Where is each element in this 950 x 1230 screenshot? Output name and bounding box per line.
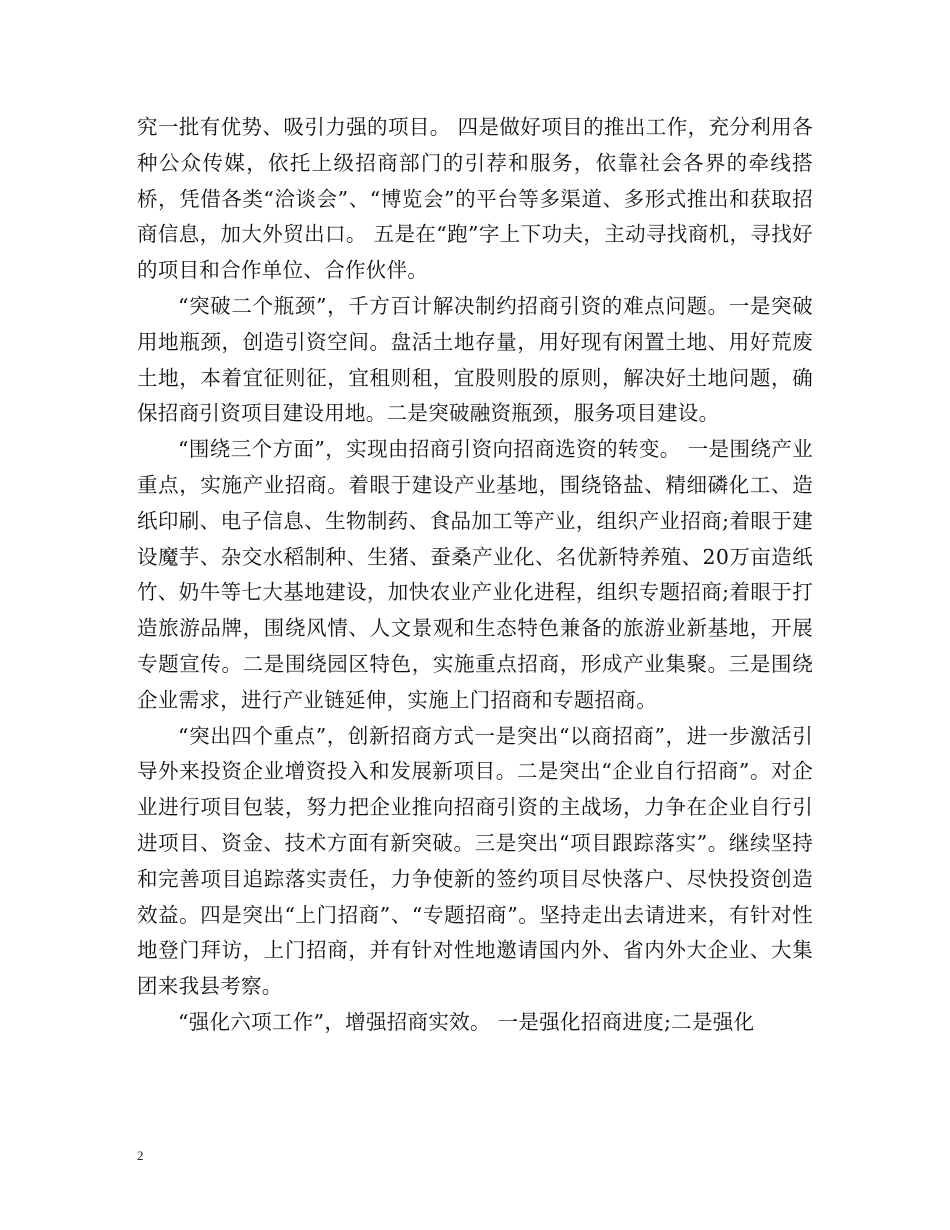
paragraph-4: “突出四个重点”，创新招商方式一是突出“以商招商”，进一步激活引导外来投资企业增资投入和发展新项目。二是突出“企业自行招商”。对企业进行项目包装，努力把企业推向招商引资的主战场，力争在企业自行引进项目、资金、技术方面有新突破。三是突出“项目跟踪落实”。继续坚持和完善项目追踪落实责任，力争使新的签约项目尽快落户、尽快投资创造效益。四是突出“上门招商”、“专题招商”。坚持走出去请进来，有针对性地登门拜访，上门招商，并有针对性地邀请国内外、省内外大企业、大集团来我县考察。 (137, 723, 813, 999)
paragraph-1: 究一批有优势、吸引力强的项目。 四是做好项目的推出工作，充分利用各种公众传媒，依托上级招商部门的引荐和服务，依靠社会各界的牵线搭桥，凭借各类“洽谈会”、“博览会”的平台等多渠道、多形式推出和获取招商信息，加大外贸出口。 五是在“跑”字上下功夫，主动寻找商机，寻找好的项目和合作单位、合作伙伴。 (137, 115, 813, 283)
body-text (137, 110, 813, 1041)
paragraph-2: “突破二个瓶颈”，千方百计解决制约招商引资的难点问题。一是突破用地瓶颈，创造引资空间。盘活土地存量，用好现有闲置土地、用好荒废土地，本着宜征则征，宜租则租，宜股则股的原则，解决好土地问题，确保招商引资项目建设用地。二是突破融资瓶颈，服务项目建设。 (137, 293, 813, 426)
paragraph-5: “强化六项工作”，增强招商实效。 一是强化招商进度;二是强化 (178, 1009, 755, 1034)
page-number: 2 (137, 1148, 144, 1163)
paragraph-3: “围绕三个方面”，实现由招商引资向招商选资的转变。 一是围绕产业重点，实施产业招商。着眼于建设产业基地，围绕铬盐、精细磷化工、造纸印刷、电子信息、生物制药、食品加工等产业，组织产业招商;着眼于建设魔芋、杂交水稻制种、生猪、蚕桑产业化、名优新特养殖、20万亩造纸竹、奶牛等七大基地建设，加快农业产业化进程，组织专题招商;着眼于打造旅游品牌，围绕风情、人文景观和生态特色兼备的旅游业新基地，开展专题宣传。二是围绕园区特色，实施重点招商，形成产业集聚。三是围绕企业需求，进行产业链延伸，实施上门招商和专题招商。 (137, 437, 813, 712)
